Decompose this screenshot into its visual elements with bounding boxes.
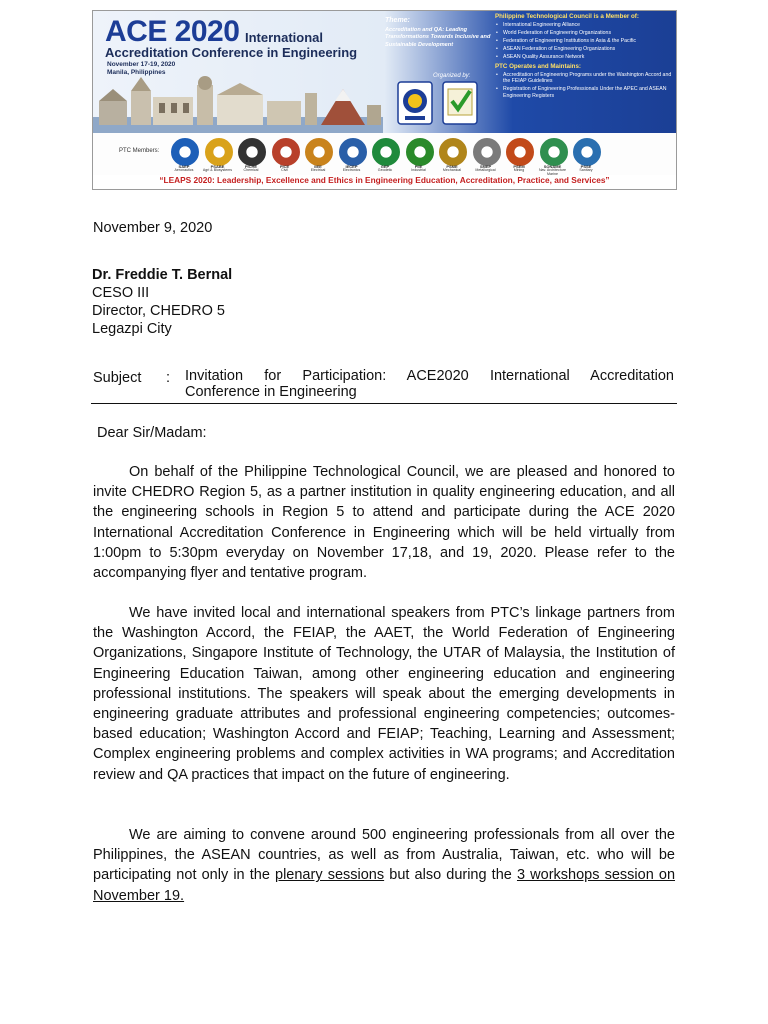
recipient-title: CESO III <box>92 285 150 301</box>
member-seal-caption: PSEM Mining <box>513 164 525 172</box>
member-seal-pice <box>272 138 300 166</box>
member-seal-saep <box>171 138 199 166</box>
recipient-block <box>92 266 232 338</box>
paragraph-2-text: We have invited local and international speakers from PTC’s linkage partners from the Washington Accord, the FEIAP, the AAET, the World Federation of Engineering Organizations, Singapore Institute of Technology, the UTAR of Malaysia, the Institution of Engineering Education Taiwan, among other engineering education and engineering professional institutions. The speakers will speak about the emerging developments in engineering graduate attributes and professional engineering competencies; outcomes-based education; Washington Accord and FEIAP; Teaching, Learning and Assessment; Complex engineering problems and complex activities in WA programs; and Accreditation review and QA practices that impact on the future of engineering. <box>93 605 675 783</box>
subject-divider <box>91 403 677 404</box>
member-seal-caption: PIIE Industrial <box>411 164 426 172</box>
manila-skyline-illustration <box>93 71 383 133</box>
conference-dates: November 17-19, 2020 <box>107 61 176 68</box>
organized-by-label: Organized by: <box>433 73 471 79</box>
member-seal-caption: IIEE Electrical <box>310 164 326 172</box>
member-item: • ASEAN Federation of Engineering Organizations <box>495 46 673 53</box>
member-seal-psem <box>506 138 534 166</box>
subject-line-1: Invitation for Participation: ACE2020 International Accreditation <box>185 368 674 384</box>
subject-line-2: Conference in Engineering <box>185 384 357 400</box>
ptc-membership-panel <box>495 13 673 131</box>
conference-name: Accreditation Conference in Engineering <box>105 45 358 60</box>
paragraph-2 <box>93 603 675 785</box>
member-seal-caption: IECEP Electronics <box>342 164 361 172</box>
paragraph-3-text: We are aiming to convene around 500 engineering professionals from all over the Philippines, the ASEAN countries, as well as from Australia, Taiwan, etc. who will be participating not only in the <box>93 827 675 884</box>
paragraph-3 <box>93 825 675 906</box>
paragraph-1 <box>93 462 675 583</box>
member-seal-caption: GEP Geodetic <box>377 164 393 172</box>
member-item: • World Federation of Engineering Organizations <box>495 30 673 37</box>
theme-label: Theme: <box>385 17 410 24</box>
member-seal-iecep <box>339 138 367 166</box>
operates-item: • Registration of Engineering Professionals Under the APEC and ASEAN Engineering Registers <box>495 86 673 99</box>
member-item: • ASEAN Quality Assurance Network <box>495 54 673 61</box>
ptc-logo <box>397 81 433 125</box>
salutation: Dear Sir/Madam: <box>97 425 207 441</box>
operates-item: • Accreditation of Engineering Programs under the Washington Accord and the FEIAP Guidelines <box>495 72 673 85</box>
member-seal-psme <box>439 138 467 166</box>
member-seal-soname <box>540 138 568 166</box>
member-seal-piie <box>406 138 434 166</box>
theme-block <box>385 17 495 49</box>
international-word: International <box>245 30 324 45</box>
member-seal-caption: SAEP Aeronautics <box>174 164 194 172</box>
operates-heading: PTC Operates and Maintains: <box>495 62 581 70</box>
member-heading: Philippine Technological Council is a Member of: <box>495 13 639 20</box>
member-seal-piche <box>238 138 266 166</box>
member-seal-caption: PSME Mechanical <box>442 164 462 172</box>
member-seal-caption: PICE Civil <box>279 164 290 172</box>
ptc-members-row <box>93 133 676 175</box>
member-seal-caption: SONAME Nav. Architecture Marine <box>538 164 567 176</box>
recipient-position: Director, CHEDRO 5 <box>92 303 225 319</box>
paragraph-1-text: On behalf of the Philippine Technological Council, we are pleased and honored to invite CHEDRO Region 5, as a partner institution in quality engineering education, and all the engineering schools in Region 5 to attend and participate during the ACE 2020 International Accreditation Conference in Engineering which will be held virtually from 1:00pm to 5:30pm everyday on November 17,18, and 19, 2020. Please refer to the accompanying flyer and tentative program. <box>93 464 675 582</box>
member-list <box>495 22 673 61</box>
recipient-name: Dr. Freddie T. Bernal <box>92 267 233 283</box>
member-seal-gep <box>372 138 400 166</box>
paragraph-3-mid: but also during the <box>384 867 517 884</box>
member-item: • Federation of Engineering Institutions in Asia & the Pacific <box>495 38 673 45</box>
ptc-members-label: PTC Members: <box>119 148 160 154</box>
member-seal-psse <box>573 138 601 166</box>
leaps-slogan: “LEAPS 2020: Leadership, Excellence and Ethics in Engineering Education, Accreditation, Practice, and Services” <box>159 175 610 185</box>
conference-place: Manila, Philippines <box>107 69 166 76</box>
member-seal-caption: PSSE Sanitary <box>579 164 593 172</box>
member-seal-psabe <box>205 138 233 166</box>
subject-label: Subject <box>93 370 142 386</box>
ace-title: ACE 2020 <box>105 15 240 48</box>
accreditation-check-logo <box>442 81 478 125</box>
workshops-session-text: 3 workshops session on November 19. <box>93 867 676 904</box>
conference-banner <box>92 10 677 190</box>
letter-date: November 9, 2020 <box>93 220 213 236</box>
member-seal-iiee <box>305 138 333 166</box>
banner-header <box>93 11 676 133</box>
member-seal-smep <box>473 138 501 166</box>
member-seal-caption: PICHE Chemical <box>243 164 259 172</box>
member-seal-caption: PSABE Agri & Biosystems <box>202 164 233 172</box>
member-seal-caption: SMEP Metallurgical <box>475 164 496 172</box>
theme-text: Accreditation and QA: Leading Transformations Towards Inclusive and Sustainable Development <box>385 27 491 48</box>
recipient-city: Legazpi City <box>92 321 172 337</box>
member-item: • International Engineering Alliance <box>495 22 673 29</box>
operates-list <box>495 72 673 100</box>
plenary-sessions-text: plenary sessions <box>275 867 385 884</box>
subject-colon: : <box>166 370 171 386</box>
